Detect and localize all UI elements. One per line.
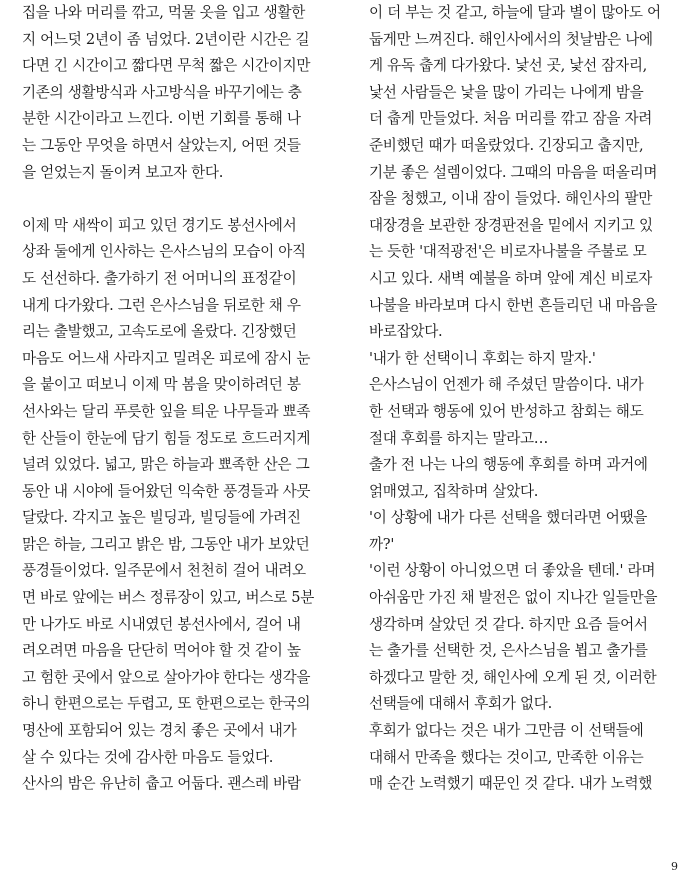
text-line: 기분 좋은 설렘이었다. 그때의 마음을 떠올리며 — [369, 163, 658, 181]
text-line: 출가 전 나는 나의 행동에 후회를 하며 과거에 — [369, 456, 648, 474]
text-line: 더 춥게 만들었다. 처음 머리를 깎고 잠을 자려 — [369, 110, 653, 128]
text-line: '내가 한 선택이니 후회는 하지 말자.' — [369, 349, 596, 367]
text-line: 이제 막 새싹이 피고 있던 경기도 봉선사에서 — [22, 216, 297, 234]
text-line: 아쉬움만 가진 채 발전은 없이 지나간 일들만을 — [369, 589, 658, 607]
text-line: 까?' — [369, 535, 395, 553]
text-line: 마음도 어느새 사라지고 밀려온 피로에 잠시 눈 — [22, 349, 311, 367]
text-line: 을 붙이고 떠보니 이제 막 봄을 맞이하려던 봉 — [22, 376, 301, 394]
text-line: 은사스님이 언젠가 해 주셨던 말씀이다. 내가 — [369, 376, 644, 394]
text-line: 준비했던 때가 떠올랐었다. 긴장되고 춥지만, — [369, 136, 644, 154]
text-line: 상좌 둘에게 인사하는 은사스님의 모습이 아직 — [22, 243, 306, 261]
text-line: 매 순간 노력했기 때문인 것 같다. 내가 노력했 — [369, 775, 653, 793]
text-line: 달랐다. 각지고 높은 빌딩과, 빌딩들에 가려진 — [22, 509, 301, 527]
text-line: 집을 나와 머리를 깎고, 먹물 옷을 입고 생활한 — [22, 4, 306, 21]
text-line: 살 수 있다는 것에 감사한 마음도 들었다. — [22, 748, 274, 766]
text-line: 한 선택과 행동에 있어 반성하고 참회는 해도 — [369, 402, 644, 420]
text-line: 절대 후회를 하지는 말라고… — [369, 429, 549, 447]
text-line: 는 출가를 선택한 것, 은사스님을 뵙고 출가를 — [369, 642, 648, 660]
text-line: 분한 시간이라고 느낀다. 이번 기회를 통해 나 — [22, 110, 301, 128]
page-number: 9 — [671, 860, 678, 873]
text-line: 동안 내 시야에 들어왔던 익숙한 풍경들과 사뭇 — [22, 482, 311, 500]
text-line: 게 유독 춥게 다가왔다. 낯선 곳, 낯선 잠자리, — [369, 57, 647, 75]
text-line: 선사와는 달리 푸릇한 잎을 틔운 나무들과 뾰족 — [22, 402, 311, 420]
text-line: 는 듯한 '대적광전'은 비로자나불을 주불로 모 — [369, 243, 647, 261]
text-line: 하니 한편으로는 두렵고, 또 한편으로는 한국의 — [22, 695, 311, 713]
text-line: 후회가 없다는 것은 내가 그만큼 이 선택들에 — [369, 722, 644, 740]
text-line: 대장경을 보관한 장경판전을 밑에서 지키고 있 — [369, 216, 653, 234]
text-line: 리는 출발했고, 고속도로에 올랐다. 긴장했던 — [22, 323, 297, 341]
text-line: 이 더 부는 것 같고, 하늘에 달과 별이 많아도 어 — [369, 4, 661, 21]
text-line: 널려 있었다. 넓고, 맑은 하늘과 뾰족한 산은 그 — [22, 456, 310, 474]
text-line: 는 그동안 무엇을 하면서 살았는지, 어떤 것들 — [22, 136, 301, 154]
text-line: 풍경들이었다. 일주문에서 천천히 걸어 내려오 — [22, 562, 306, 580]
text-line: 내게 다가왔다. 그런 은사스님을 뒤로한 채 우 — [22, 296, 301, 314]
text-line: 둡게만 느껴진다. 해인사에서의 첫날밤은 나에 — [369, 30, 653, 48]
text-line: 낯선 사람들은 낯을 많이 가리는 나에게 밤을 — [369, 83, 644, 101]
text-line: 맑은 하늘, 그리고 밝은 밤, 그동안 내가 보았던 — [22, 535, 310, 553]
text-line: 선택들에 대해서 후회가 없다. — [369, 695, 552, 713]
right-text-column — [369, 0, 669, 798]
text-line: 도 선선하다. 출가하기 전 어머니의 표정같이 — [22, 269, 297, 287]
text-line: 한 산들이 한눈에 담기 힘들 정도로 흐드러지게 — [22, 429, 311, 447]
text-line: 명산에 포함되어 있는 경치 좋은 곳에서 내가 — [22, 722, 297, 740]
left-text-column — [22, 0, 322, 798]
text-line: 을 얻었는지 돌이켜 보고자 한다. — [22, 163, 224, 181]
text-line: 하겠다고 말한 것, 해인사에 오게 된 것, 이러한 — [369, 668, 657, 686]
text-line: 고 험한 곳에서 앞으로 살아가야 한다는 생각을 — [22, 668, 311, 686]
text-line: 잠을 청했고, 이내 잠이 들었다. 해인사의 팔만 — [369, 190, 653, 208]
text-line: 바로잡았다. — [369, 323, 443, 341]
text-line: 다면 긴 시간이고 짧다면 무척 짧은 시간이지만 — [22, 57, 311, 75]
text-line: 면 바로 앞에는 버스 정류장이 있고, 버스로 5분 — [22, 589, 315, 607]
text-line: 산사의 밤은 유난히 춥고 어둡다. 괜스레 바람 — [22, 775, 301, 793]
text-line: 생각하며 살았던 것 같다. 하지만 요즘 들어서 — [369, 615, 648, 633]
text-line: 려오려면 마음을 단단히 먹어야 할 것 같이 높 — [22, 642, 301, 660]
text-line: 지 어느덧 2년이 좀 넘었다. 2년이란 시간은 길 — [22, 30, 310, 48]
text-line: 시고 있다. 새벽 예불을 하며 앞에 계신 비로자 — [369, 269, 653, 287]
text-line: 얽매였고, 집착하며 살았다. — [369, 482, 539, 500]
text-line: '이 상황에 내가 다른 선택을 했더라면 어땠을 — [369, 509, 648, 527]
text-line — [22, 186, 322, 213]
text-line: 기존의 생활방식과 사고방식을 바꾸기에는 충 — [22, 83, 302, 101]
text-line: 만 나가도 바로 시내였던 봉선사에서, 걸어 내 — [22, 615, 301, 633]
text-line: '이런 상황이 아니었으면 더 좋았을 텐데.' 라며 — [369, 562, 656, 580]
text-line: 대해서 만족을 했다는 것이고, 만족한 이유는 — [369, 748, 644, 766]
text-line: 나불을 바라보며 다시 한번 흔들리던 내 마음을 — [369, 296, 658, 314]
